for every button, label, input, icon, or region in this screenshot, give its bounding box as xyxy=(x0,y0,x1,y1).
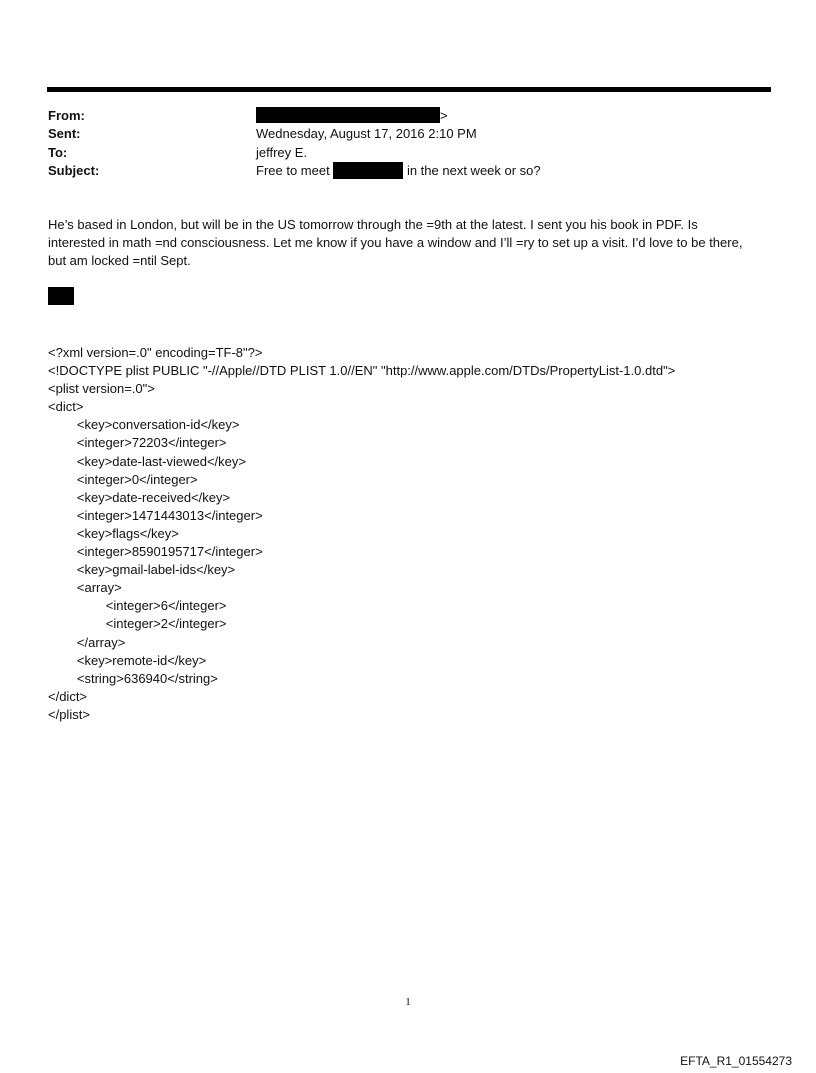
xml-line: <plist version=.0"> xyxy=(48,381,155,397)
from-redaction xyxy=(256,107,440,123)
xml-line: </array> xyxy=(48,634,126,650)
from-value xyxy=(256,107,448,125)
xml-line: <key>date-last-viewed</key> xyxy=(48,453,246,469)
subject-value xyxy=(256,162,541,180)
xml-line: <integer>1471443013</integer> xyxy=(48,507,263,523)
xml-line: </plist> xyxy=(48,706,90,722)
to-label: To: xyxy=(48,145,68,160)
header-rule xyxy=(47,87,771,92)
from-label: From: xyxy=(48,108,85,123)
page-number: 1 xyxy=(405,996,411,1008)
signature-redaction xyxy=(48,287,74,305)
subject-before: Free to meet xyxy=(256,163,330,178)
xml-line: <key>conversation-id</key> xyxy=(48,417,240,433)
xml-line: <integer>72203</integer> xyxy=(48,435,227,451)
plist-xml-block xyxy=(48,344,675,724)
xml-line: <key>gmail-label-ids</key> xyxy=(48,562,236,578)
xml-line: <integer>0</integer> xyxy=(48,471,198,487)
from-suffix: > xyxy=(440,108,448,123)
xml-line: <string>636940</string> xyxy=(48,670,218,686)
bates-number: EFTA_R1_01554273 xyxy=(680,1054,792,1068)
subject-label: Subject: xyxy=(48,163,100,178)
xml-line: <!DOCTYPE plist PUBLIC "-//Apple//DTD PLIST 1.0//EN" "http://www.apple.com/DTDs/PropertyList-1.0.dtd"> xyxy=(48,363,676,379)
xml-line: <?xml version=.0" encoding=TF-8"?> xyxy=(48,345,263,360)
xml-line: <array> xyxy=(48,580,122,596)
xml-line: <integer>6</integer> xyxy=(48,598,227,614)
message-body: He’s based in London, but will be in the US tomorrow through the =9th at the latest. I sent you his book in PDF. Is interested in math =nd consciousness. Let me know if you have a window and I’ll =ry to set up a visit. I’d love to be there, but am locked =ntil Sept. xyxy=(48,217,743,268)
xml-line: <integer>8590195717</integer> xyxy=(48,544,263,560)
sent-label: Sent: xyxy=(48,126,81,141)
to-value: jeffrey E. xyxy=(256,145,308,160)
subject-after: in the next week or so? xyxy=(406,163,541,178)
xml-line: <dict> xyxy=(48,399,84,415)
xml-line: <key>remote-id</key> xyxy=(48,652,207,668)
xml-line: </dict> xyxy=(48,688,88,704)
xml-line: <integer>2</integer> xyxy=(48,616,227,632)
subject-redaction xyxy=(333,162,403,179)
xml-line: <key>flags</key> xyxy=(48,525,179,541)
sent-value: Wednesday, August 17, 2016 2:10 PM xyxy=(256,126,477,141)
xml-line: <key>date-received</key> xyxy=(48,489,231,505)
